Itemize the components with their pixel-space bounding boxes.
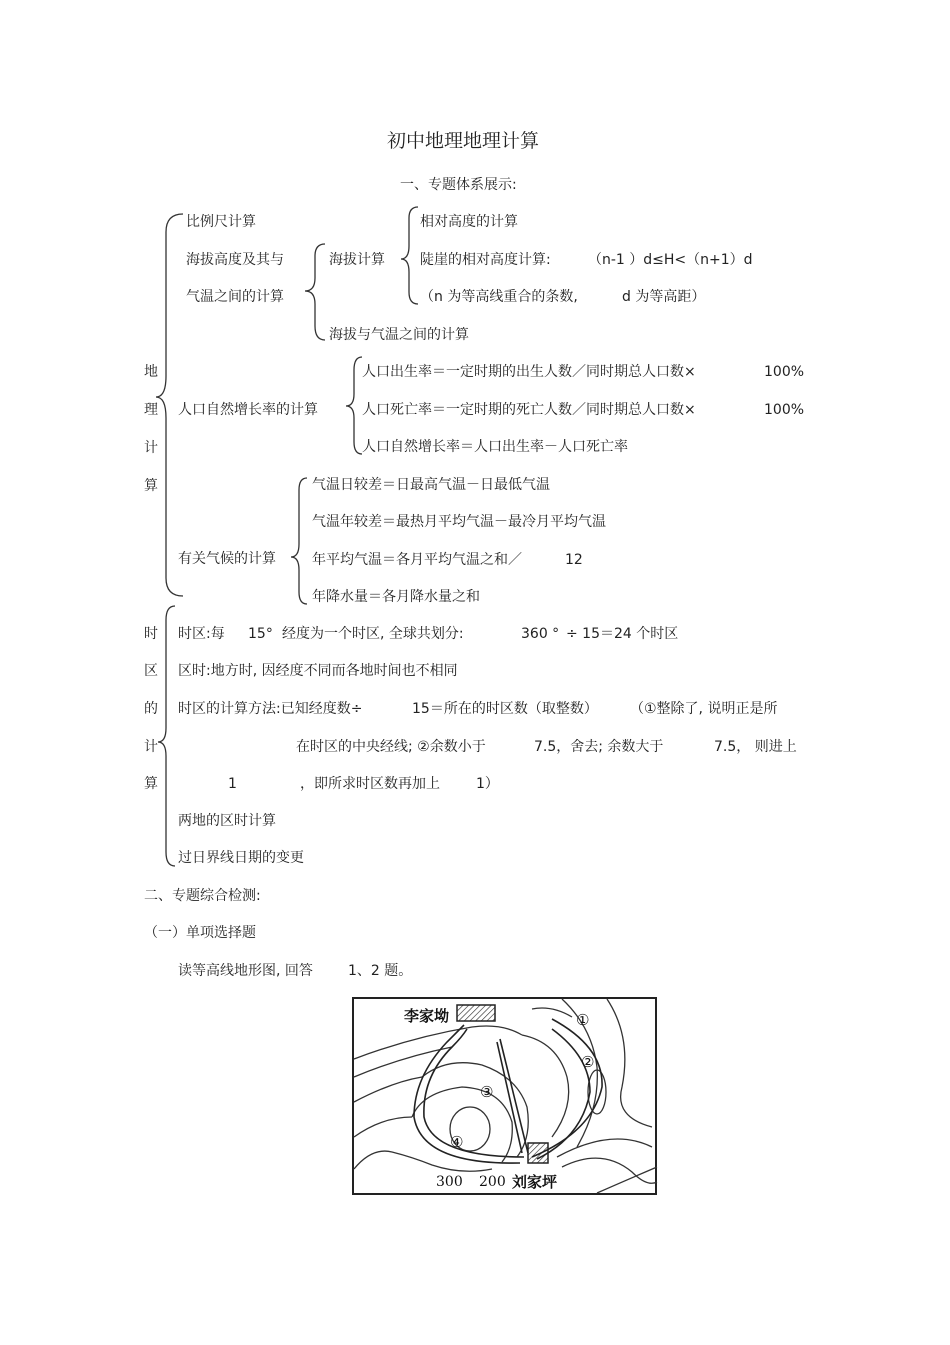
tz-line-6: 两地的区时计算	[178, 813, 276, 829]
brace-altitude	[305, 244, 325, 340]
death-rate-percent: 100%	[764, 402, 805, 418]
birth-rate-percent: 100%	[764, 364, 805, 380]
village-north-marker	[457, 1005, 495, 1021]
route-marker-1: ①	[576, 1011, 590, 1029]
side-char: 时	[144, 626, 158, 642]
altitude-temp: 海拔与气温之间的计算	[329, 327, 469, 343]
side-char: 计	[144, 739, 158, 755]
contour-map	[352, 997, 658, 1195]
cliff-note-1: （n 为等高线重合的条数,	[420, 289, 578, 305]
tz-line-4c: 7.5， 则进上	[714, 739, 797, 755]
tz-line-2: 区时:地方时, 因经度不同而各地时间也不相同	[178, 663, 458, 679]
brace-altitude-calc	[401, 207, 418, 304]
brace-timezone	[158, 606, 175, 866]
relative-height: 相对高度的计算	[420, 214, 518, 230]
cliff-height: 陡崖的相对高度计算:	[420, 252, 551, 268]
route-marker-2: ②	[581, 1053, 595, 1071]
cliff-note-2: d 为等高距）	[622, 289, 706, 305]
side-char: 计	[144, 440, 158, 456]
precipitation: 年降水量＝各月降水量之和	[312, 589, 480, 605]
section-heading-2: 二、专题综合检测:	[144, 888, 261, 904]
side-char: 地	[144, 364, 158, 380]
tz-line-5b: ，即所求时区数再加上	[300, 776, 440, 792]
question-numbers: 1、2 题。	[348, 963, 413, 979]
birth-rate: 人口出生率＝一定时期的出生人数／同时期总人口数×	[362, 364, 696, 380]
contour-label-300: 300	[436, 1174, 463, 1190]
diurnal-range: 气温日较差＝日最高气温－日最低气温	[312, 477, 550, 493]
tz-line-3c: （①整除了, 说明正是所	[630, 701, 778, 717]
side-char: 算	[144, 478, 158, 494]
altitude-label-2: 气温之间的计算	[186, 289, 284, 305]
scale-calc: 比例尺计算	[186, 214, 256, 230]
annual-range: 气温年较差＝最热月平均气温－最冷月平均气温	[312, 514, 606, 530]
natural-growth: 人口自然增长率＝人口出生率－人口死亡率	[362, 439, 628, 455]
altitude-label-1: 海拔高度及其与	[186, 252, 284, 268]
tz-line-1b: 15°	[248, 626, 273, 642]
tz-line-7: 过日界线日期的变更	[178, 850, 304, 866]
altitude-calc: 海拔计算	[329, 252, 385, 268]
village-south-marker	[528, 1143, 548, 1163]
question-text: 读等高线地形图, 回答	[178, 963, 313, 979]
side-char: 理	[144, 402, 158, 418]
village-north-label: 李家坳	[404, 1007, 450, 1025]
population-calc: 人口自然增长率的计算	[178, 402, 318, 418]
tz-line-4a: 在时区的中央经线; ②余数小于	[296, 739, 486, 755]
side-char: 区	[144, 663, 158, 679]
page-title: 初中地理地理计算	[387, 130, 540, 152]
route-marker-4: ④	[450, 1133, 464, 1151]
tz-line-5c: 1）	[476, 776, 499, 792]
annual-average: 年平均气温＝各月平均气温之和／	[312, 552, 522, 568]
tz-line-1d: 360 °	[521, 626, 560, 642]
section-heading-1: 一、专题体系展示:	[400, 177, 517, 193]
contour-label-200: 200	[479, 1174, 506, 1190]
tz-line-1c: 经度为一个时区, 全球共划分:	[282, 626, 464, 642]
cliff-formula: （n-1 ）d≤H<（n+1）d	[588, 252, 753, 268]
tz-line-5a: 1	[228, 776, 237, 792]
tz-line-1a: 时区:每	[178, 626, 225, 642]
village-south-label: 刘家坪	[512, 1173, 558, 1191]
tz-line-3b: 15＝所在的时区数（取整数）	[412, 701, 598, 717]
route-marker-3: ③	[480, 1083, 494, 1101]
side-char: 算	[144, 776, 158, 792]
death-rate: 人口死亡率＝一定时期的死亡人数／同时期总人口数×	[362, 402, 696, 418]
climate-calc: 有关气候的计算	[178, 551, 276, 567]
tz-line-4b: 7.5，舍去; 余数大于	[534, 739, 664, 755]
tz-line-1e: ÷ 15＝24 个时区	[566, 626, 679, 642]
brace-climate	[291, 478, 307, 604]
sub-heading: （一）单项选择题	[144, 925, 256, 941]
annual-average-divisor: 12	[565, 552, 583, 568]
brace-population	[346, 357, 362, 454]
side-char: 的	[144, 701, 158, 717]
tz-line-3a: 时区的计算方法:已知经度数÷	[178, 701, 363, 717]
